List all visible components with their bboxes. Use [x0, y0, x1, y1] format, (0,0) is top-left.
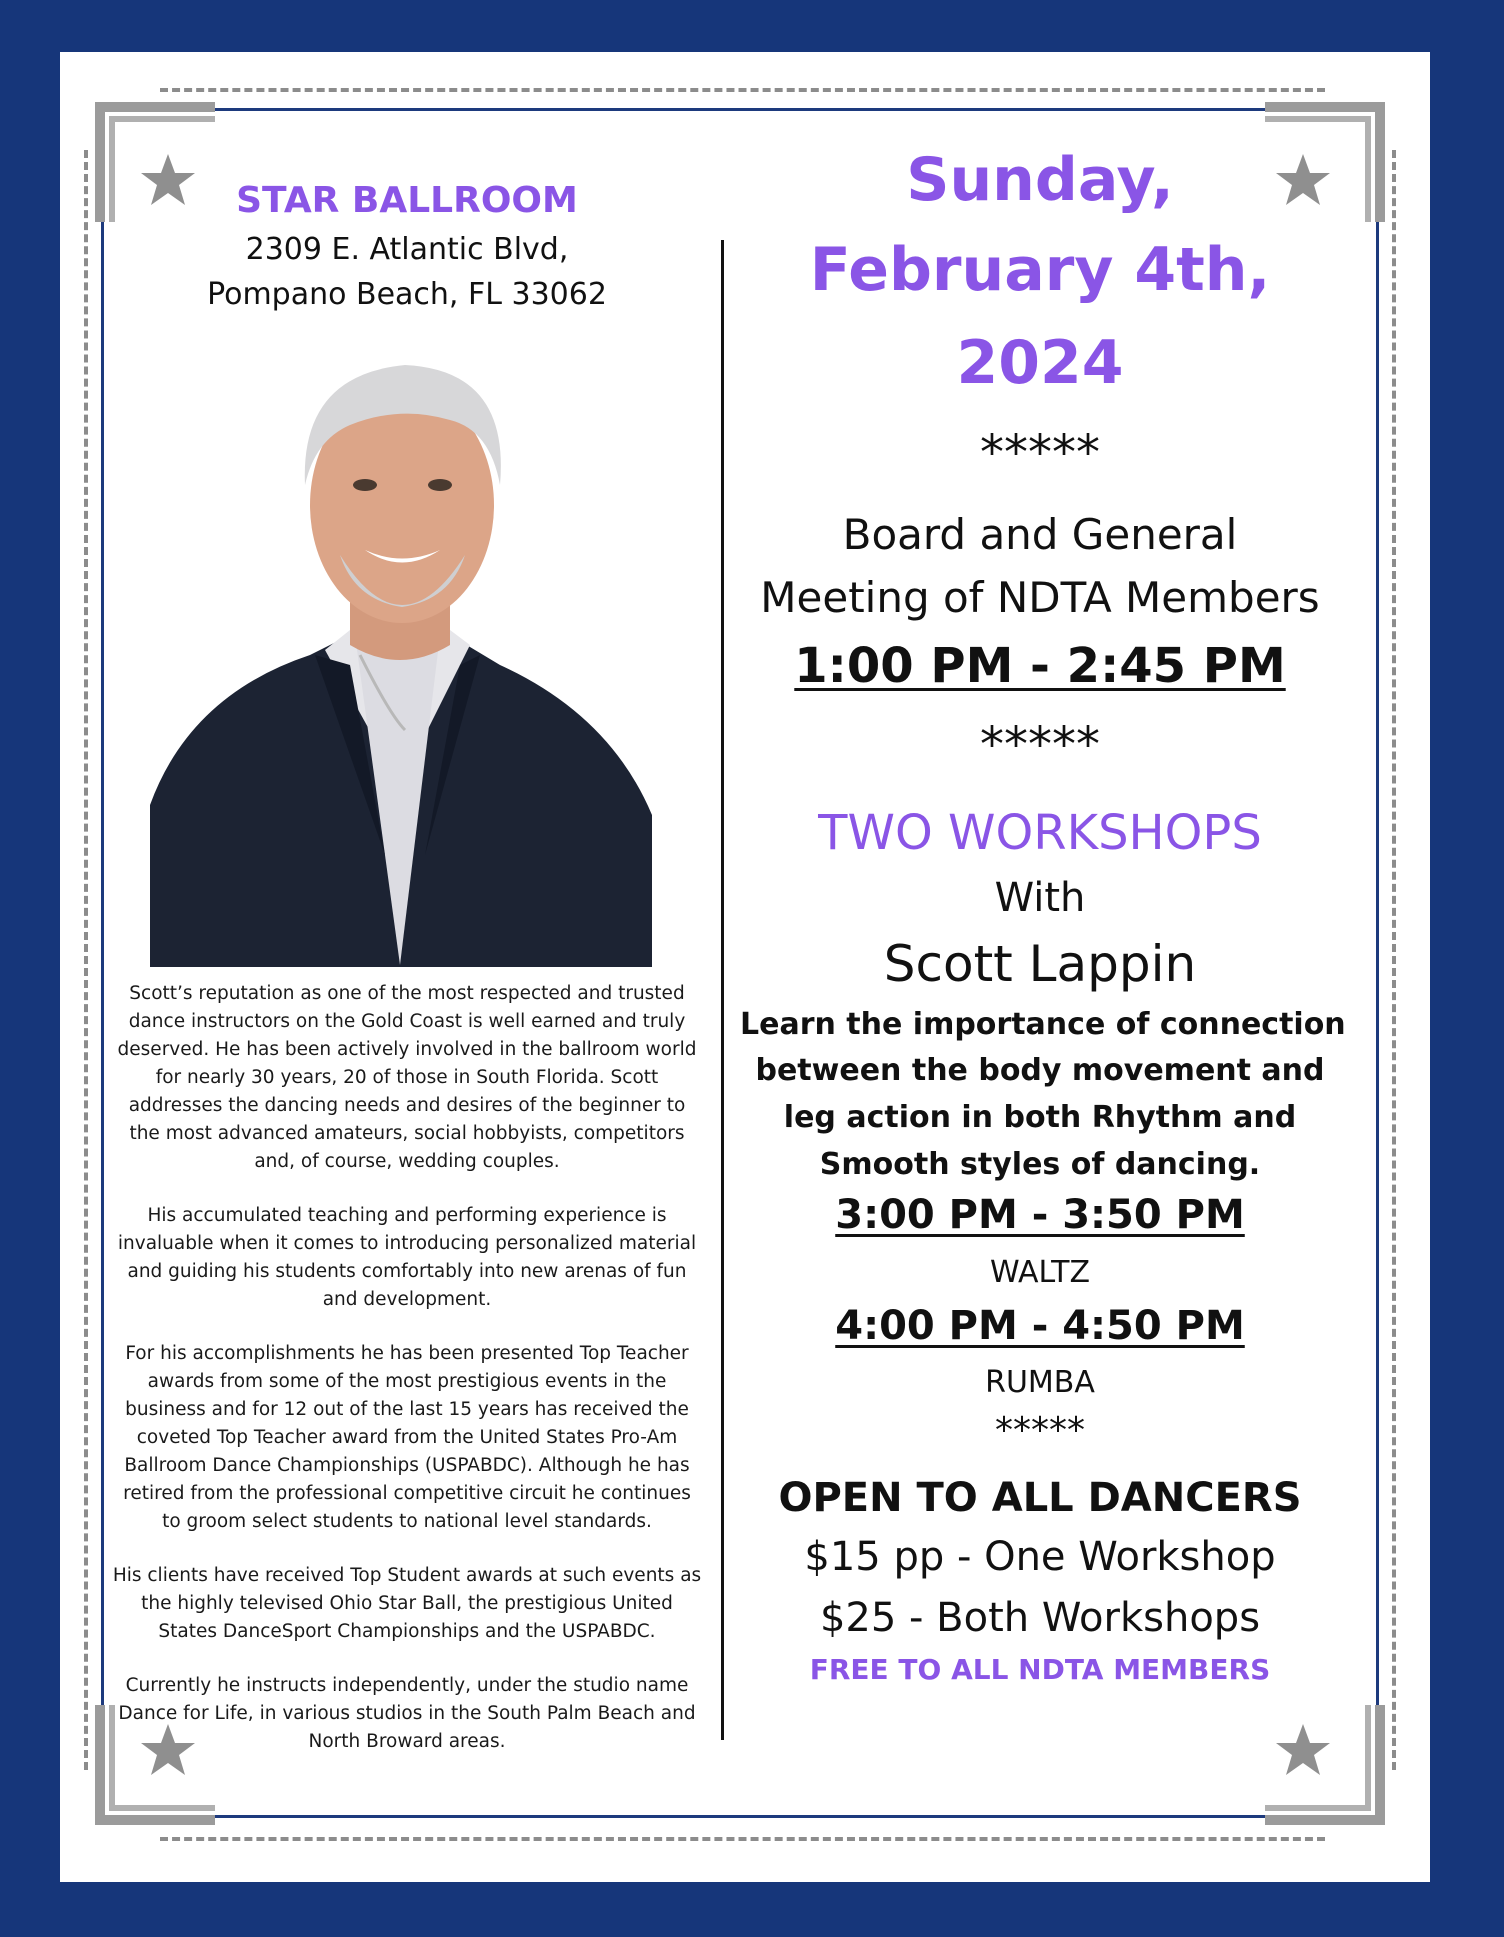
- workshops-heading: TWO WORKSHOPS: [818, 805, 1262, 861]
- free-for-members-note: FREE TO ALL NDTA MEMBERS: [809, 1653, 1271, 1686]
- meeting-time: [740, 638, 1340, 694]
- meeting-title-line1: Board and General: [842, 510, 1238, 559]
- event-date-month-day: February 4th,: [809, 235, 1271, 305]
- price-one-workshop: $15 pp - One Workshop: [804, 1534, 1276, 1580]
- price-both-workshops: $25 - Both Workshops: [819, 1595, 1261, 1641]
- dashed-border-right: [1392, 150, 1396, 1770]
- bio-paragraph-4: His clients have received Top Student awards at such events as the highly televised Ohio Star Ball, the prestigious United States DanceSport Championships and the USPABDC.: [112, 1565, 702, 1642]
- separator-stars: *****: [980, 425, 1100, 481]
- instructor-portrait: [150, 335, 652, 967]
- bio-paragraph-3: For his accomplishments he has been presented Top Teacher awards from some of the most prestigious events in the business and for 12 out of the last 15 years has received the coveted Top Teacher award from the United States Pro-Am Ballroom Dance Championships (USPABDC). Although he has retired from the professional competitive circuit he continues to groom select students to national level standards.: [123, 1343, 691, 1532]
- workshop2-time: [740, 1303, 1340, 1349]
- workshop-description-line3: leg action in both Rhythm and: [783, 1100, 1297, 1135]
- dashed-border-bottom: [160, 1837, 1325, 1841]
- instructor-bio: [112, 980, 702, 1782]
- event-date-year: 2024: [956, 328, 1124, 398]
- bio-paragraph-1: Scott’s reputation as one of the most respected and trusted dance instructors on the Gold Coast is well earned and truly deserved. He has been actively involved in the ballroom world for nearly 30 years, 20 of those in South Florida. Scott addresses the dancing needs and desires of the beginner to the most advanced amateurs, social hobbyists, competitors and, of course, wedding couples.: [117, 983, 697, 1172]
- separator-stars: *****: [980, 717, 1100, 773]
- meeting-time-text: 1:00 PM - 2:45 PM: [794, 638, 1286, 694]
- workshop1-dance: WALTZ: [989, 1255, 1090, 1290]
- bio-paragraph-5: Currently he instructs independently, under the studio name Dance for Life, in various studios in the South Palm Beach and North Broward areas.: [118, 1675, 696, 1752]
- meeting-title-line2: Meeting of NDTA Members: [760, 573, 1320, 622]
- bio-paragraph-2: His accumulated teaching and performing experience is invaluable when it comes to introducing personalized material and guiding his students comfortably into new arenas of fun and development.: [117, 1205, 697, 1310]
- workshop-description-line2: between the body movement and: [755, 1053, 1325, 1088]
- workshop1-time: [740, 1192, 1340, 1238]
- workshop-description-line4: Smooth styles of dancing.: [819, 1147, 1261, 1182]
- dashed-border-top: [160, 88, 1325, 92]
- separator-stars-small: *****: [995, 1410, 1085, 1451]
- open-to-all-dancers: OPEN TO ALL DANCERS: [778, 1475, 1302, 1521]
- workshop2-dance: RUMBA: [985, 1365, 1095, 1400]
- dashed-border-left: [84, 150, 88, 1770]
- venue-address-line1: 2309 E. Atlantic Blvd,: [245, 232, 569, 267]
- event-date-weekday: Sunday,: [906, 145, 1174, 215]
- instructor-name: Scott Lappin: [883, 935, 1197, 993]
- with-label: With: [994, 875, 1086, 921]
- column-divider: [721, 240, 724, 1740]
- workshop2-time-text: 4:00 PM - 4:50 PM: [835, 1303, 1245, 1349]
- star-icon: [1273, 1720, 1333, 1780]
- workshop-description-line1: Learn the importance of connection: [740, 1007, 1346, 1042]
- venue-name: STAR BALLROOM: [236, 180, 578, 221]
- venue-address-line2: Pompano Beach, FL 33062: [207, 277, 607, 312]
- workshop1-time-text: 3:00 PM - 3:50 PM: [835, 1192, 1245, 1238]
